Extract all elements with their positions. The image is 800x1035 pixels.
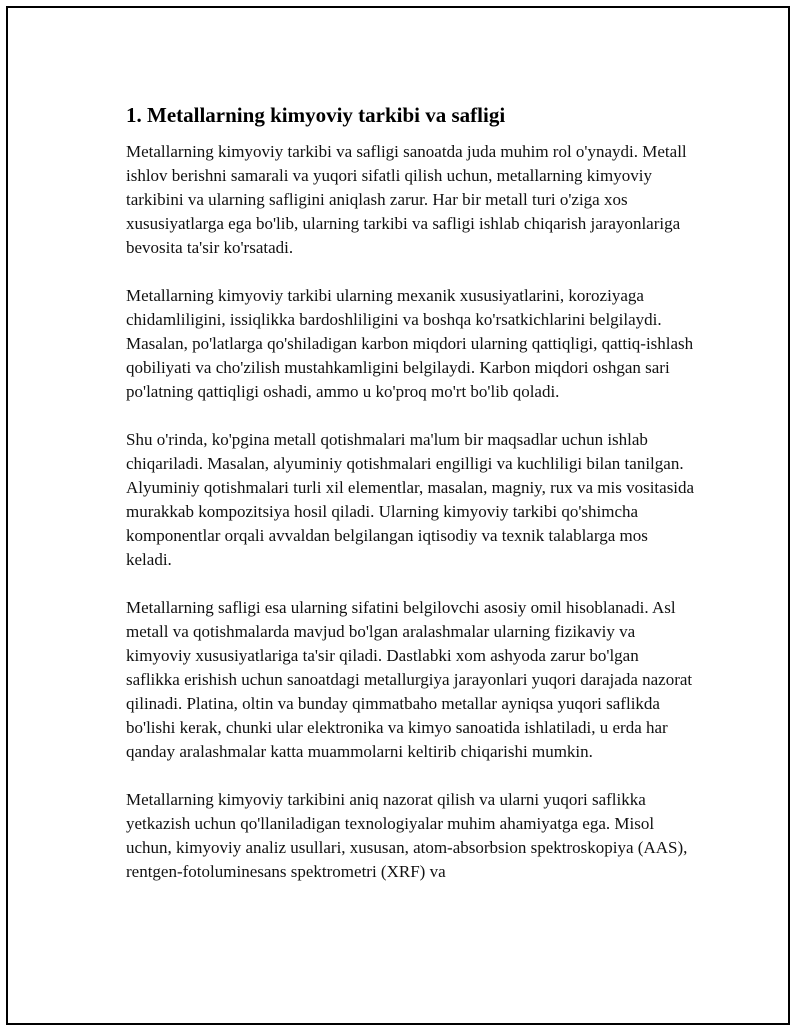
- paragraph-5: Metallarning kimyoviy tarkibini aniq nazorat qilish va ularni yuqori saflikka yetkazish uchun qo'llaniladigan texnologiyalar muhim ahamiyatga ega. Misol uchun, kimyoviy analiz usullari, xususan, atom-absorbsion spektroskopiya (AAS), rentgen-fotoluminesans spektrometri (XRF) va: [126, 790, 688, 881]
- page-frame: [6, 6, 790, 1025]
- paragraph-1: Metallarning kimyoviy tarkibi va safligi sanoatda juda muhim rol o'ynaydi. Metall ishlov berishni samarali va yuqori sifatli qilish uchun, metallarning kimyoviy tarkibini va ularning safligini aniqlash zarur. Har bir metall turi o'ziga xos xususiyatlarga ega bo'lib, ularning tarkibi va safligi ishlab chiqarish jarayonlariga bevosita ta'sir ko'rsatadi.: [126, 142, 687, 257]
- section-heading: 1. Metallarning kimyoviy tarkibi va safligi: [126, 103, 506, 127]
- paragraph-2: Metallarning kimyoviy tarkibi ularning mexanik xususiyatlarini, koroziyaga chidamliligini, issiqlikka bardoshliligini va boshqa ko'rsatkichlarini belgilaydi. Masalan, po'latlarga qo'shiladigan karbon miqdori ularning qattiqligi, qattiq-ishlash qobiliyati va cho'zilish mustahkamligini belgilaydi. Karbon miqdori oshgan sari po'latning qattiqligi oshadi, ammo u ko'proq mo'rt bo'lib qoladi.: [126, 286, 694, 401]
- paragraph-3: Shu o'rinda, ko'pgina metall qotishmalari ma'lum bir maqsadlar uchun ishlab chiqariladi. Masalan, alyuminiy qotishmalari engilligi va kuchliligi bilan tanilgan. Alyuminiy qotishmalari turli xil elementlar, masalan, magniy, rux va mis vositasida murakkab kompozitsiya hosil qiladi. Ularning kimyoviy tarkibi qo'shimcha komponentlar orqali avvaldan belgilangan iqtisodiy va texnik talablarga mos keladi.: [126, 430, 695, 569]
- paragraph-4: Metallarning safligi esa ularning sifatini belgilovchi asosiy omil hisoblanadi. Asl metall va qotishmalarda mavjud bo'lgan aralashmalar ularning fizikaviy va kimyoviy xususiyatlariga ta'sir qiladi. Dastlabki xom ashyoda zarur bo'lgan saflikka erishish uchun sanoatdagi metallurgiya jarayonlari yuqori darajada nazorat qilinadi. Platina, oltin va bunday qimmatbaho metallar ayniqsa yuqori saflikda bo'lishi kerak, chunki ular elektronika va kimyo sanoatida ishlatiladi, u erda har qanday aralashmalar katta muammolarni keltirib chiqarishi mumkin.: [126, 598, 693, 761]
- document-body: [126, 102, 696, 908]
